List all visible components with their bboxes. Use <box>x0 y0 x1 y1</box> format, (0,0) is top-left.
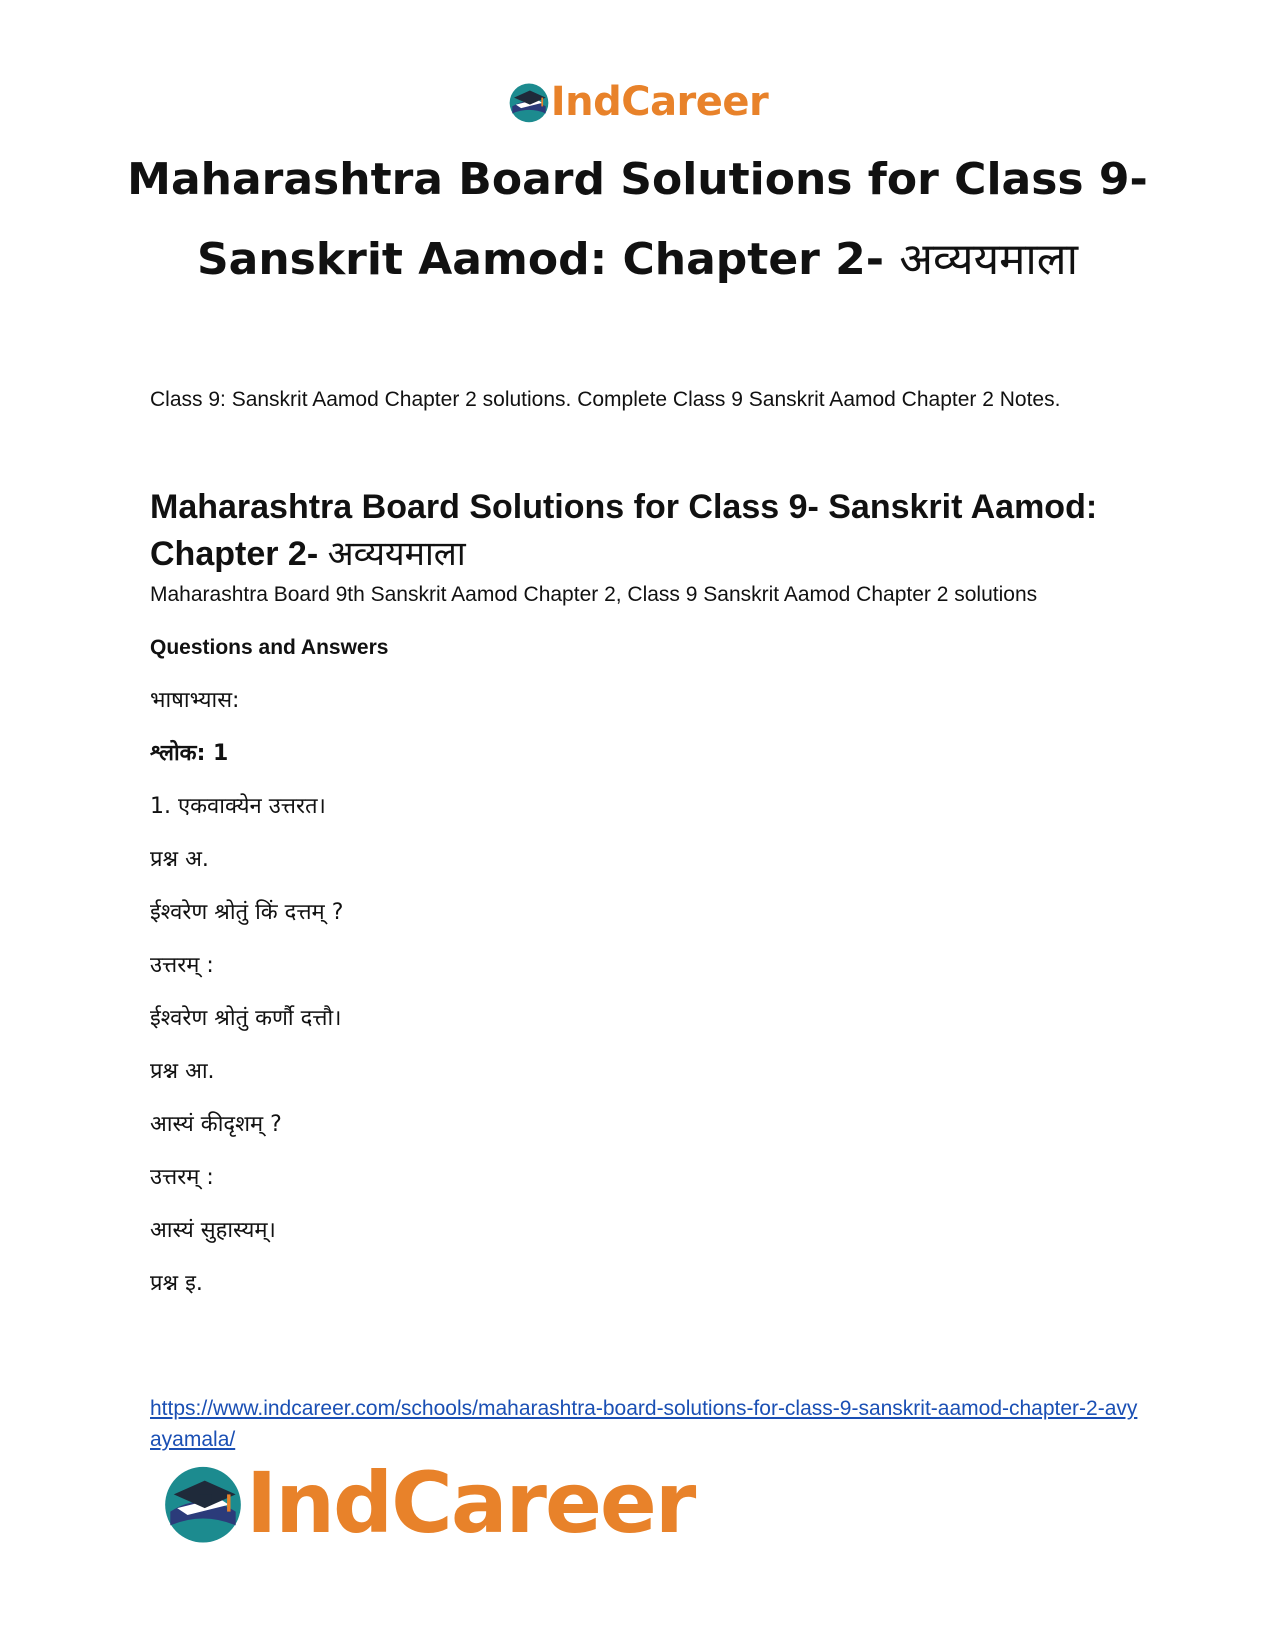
answer-label: उत्तरम् : <box>150 1165 214 1190</box>
title-line-1: Maharashtra Board Solutions for Class 9- <box>127 154 1148 205</box>
logo-wordmark: IndCareer <box>550 79 769 125</box>
answer-text: आस्यं सुहास्यम्। <box>150 1218 276 1243</box>
question-label: प्रश्न आ. <box>150 1059 215 1084</box>
footer-logo <box>160 1454 695 1552</box>
text-line: 1. एकवाक्येन उत्तरत। <box>150 794 326 819</box>
answer-label: उत्तरम् : <box>150 953 214 978</box>
intro-paragraph: Class 9: Sanskrit Aamod Chapter 2 solutions. Complete Class 9 Sanskrit Aamod Chapter 2 Notes. <box>150 388 1061 411</box>
answer-text: ईश्वरेण श्रोतुं कर्णौ दत्तौ। <box>150 1006 342 1031</box>
qa-heading: Questions and Answers <box>150 636 389 659</box>
section-heading-text: Maharashtra Board Solutions for Class 9- Sanskrit Aamod: Chapter 2- <box>150 488 1098 573</box>
section-heading <box>150 484 1130 578</box>
logo-wordmark: IndCareer <box>246 1454 695 1552</box>
question-text: ईश्वरेण श्रोतुं किं दत्तम् ? <box>150 900 344 925</box>
text-line: भाषाभ्यास: <box>150 688 240 713</box>
title-line-2-devanagari: अव्ययमाला <box>899 234 1079 285</box>
question-text: आस्यं कीदृशम् ? <box>150 1112 282 1137</box>
graduation-cap-icon <box>507 80 551 124</box>
header-logo <box>0 78 1275 126</box>
text-line: श्लोक: 1 <box>150 741 229 766</box>
section-heading-devanagari: अव्ययमाला <box>327 535 466 573</box>
question-label: प्रश्न अ. <box>150 847 209 872</box>
subtitle-text: Maharashtra Board 9th Sanskrit Aamod Chapter 2, Class 9 Sanskrit Aamod Chapter 2 solutions <box>150 583 1038 606</box>
indcareer-logo <box>507 79 769 125</box>
graduation-cap-icon <box>160 1460 246 1546</box>
title-line-2: Sanskrit Aamod: Chapter 2- <box>196 234 900 285</box>
source-link[interactable]: https://www.indcareer.com/schools/maharashtra-board-solutions-for-class-9-sanskrit-aamod-chapter-2-avyayamala/ <box>150 1397 1138 1451</box>
intro-block <box>150 385 1130 415</box>
page-title <box>120 140 1155 300</box>
question-label: प्रश्न इ. <box>150 1271 203 1296</box>
